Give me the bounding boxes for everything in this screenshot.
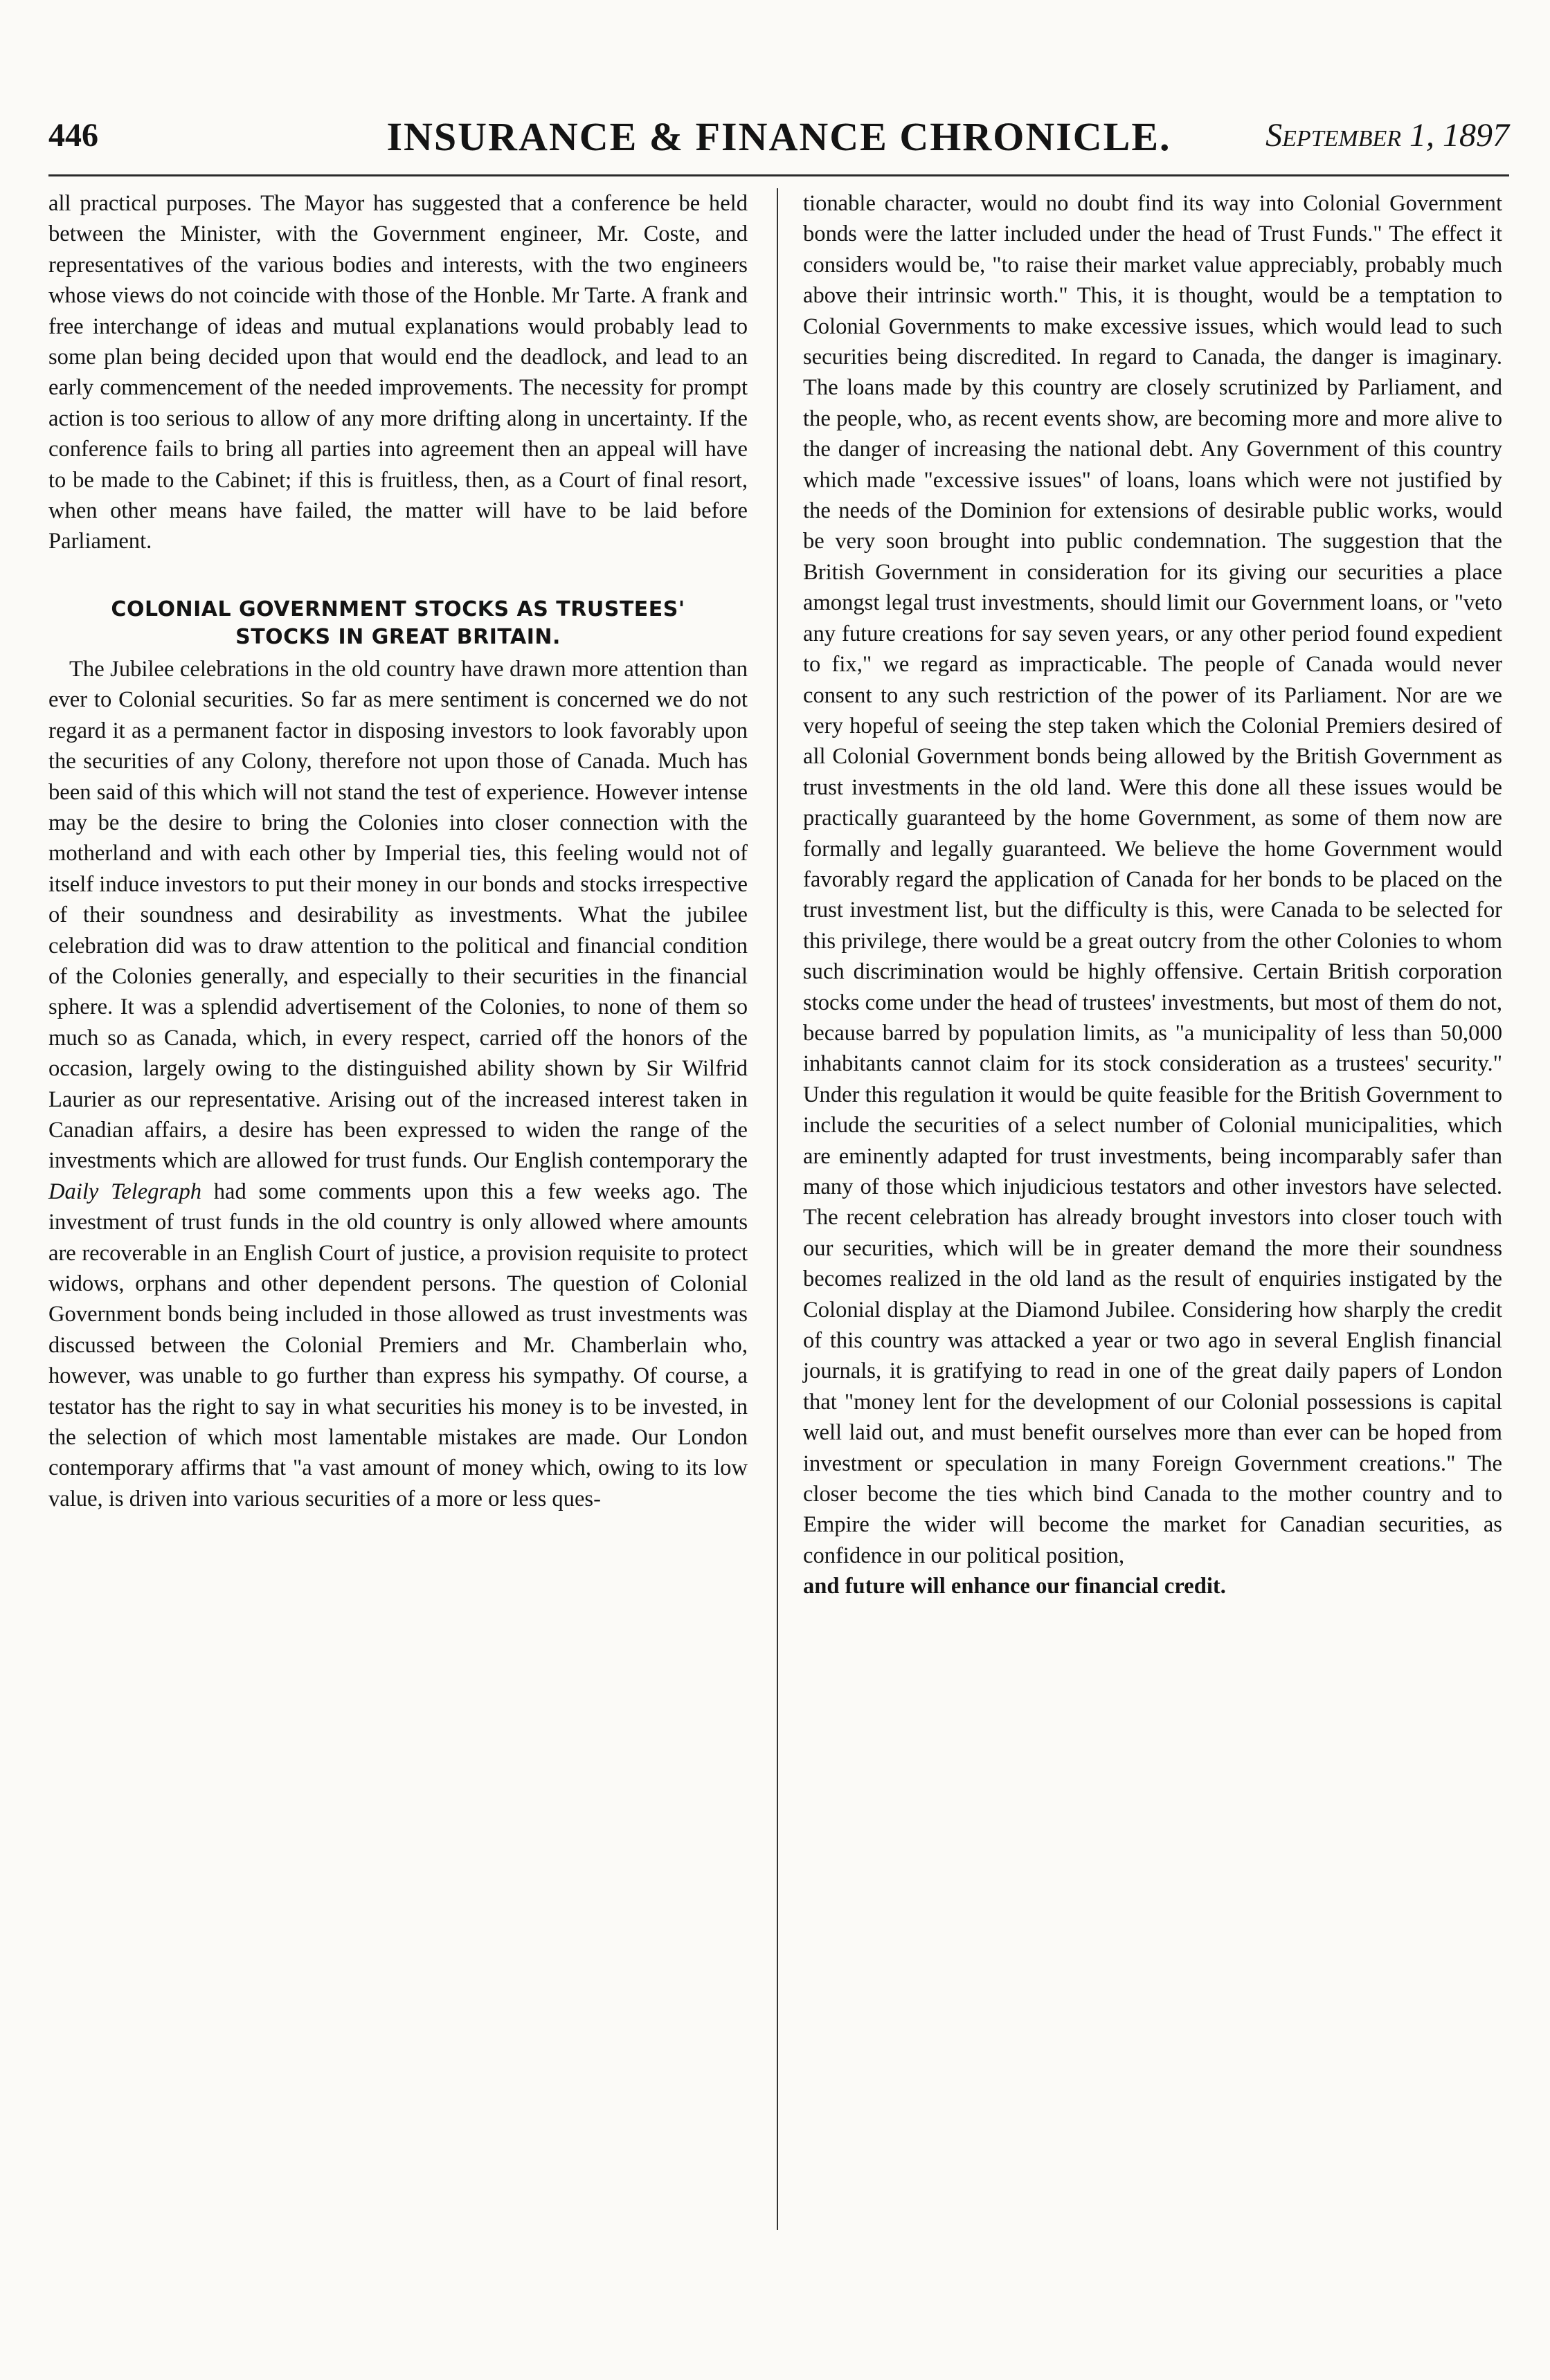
article-headline xyxy=(48,596,748,651)
header-rule xyxy=(48,174,1509,176)
newspaper-name: Daily Telegraph xyxy=(48,1179,202,1204)
right-column xyxy=(803,188,1502,1602)
masthead xyxy=(48,111,1509,166)
page-number: 446 xyxy=(48,117,98,154)
headline-line-1: COLONIAL GOVERNMENT STOCKS AS TRUSTEES' xyxy=(111,597,685,621)
article-continuation: tionable character, would no doubt find its way into Colonial Government bonds were the latter included under the head of Trust Funds." The effect it considers would be, "to raise their market value appreciably, probably much above their intrinsic worth." This, it is thought, would be a temptation to Colonial Governments to make excessive issues, which would lead to such securities being discredited. In regard to Canada, the danger is imaginary. The loans made by this country are closely scrutinized by Parliament, and the people, who, as recent events show, are becoming more and more alive to the danger of increasing the national debt. Any Government of this country which made "excessive issues" of loans, loans which were not justified by the needs of the Dominion for extensions of desirable public works, would be very soon brought into public condemnation. The suggestion that the British Government in consideration for its giving our securities a place amongst legal trust investments, should limit our Government loans, or "veto any future creations for say seven years, or any other period found expedient to fix," we regard as impracticable. The people of Canada would never consent to any such restriction of the power of its Parliament. Nor are we very hopeful of seeing the step taken which the Colonial Premiers desired of all Colonial Government bonds being allowed by the British Government as trust investments in the old land. Were this done all these issues would be practically guaranteed by the home Government, as some of them now are formally and legally guaranteed. We believe the home Government would favorably regard the application of Canada for her bonds to be placed on the trust investment list, but the difficulty is this, were Canada to be selected for this privilege, there would be a great outcry from the other Colonies to whom such discrimination would be highly offensive. Certain British corporation stocks come under the head of trustees' investments, but most of them do not, because barred by population limits, as "a municipality of less than 50,000 inhabitants cannot claim for its stock consideration as a trustees' security." Under this regulation it would be quite feasible for the British Government to include the securities of a select number of Colonial municipalities, which are eminently adapted for trust investments, being incomparably safer than many of those which injudicious testators and other investors have selected. The recent celebration has already brought investors into closer touch with our securities, which will be in greater demand the more their soundness becomes realized in the old land as the result of enquiries instigated by the Colonial display at the Diamond Jubilee. Considering how sharply the credit of this country was attacked a year or two ago in several English financial journals, it is gratifying to read in one of the great daily papers of London that "money lent for the development of our Colonial possessions is capital well laid out, and must benefit ourselves more than ever can be hoped from investment or speculation in many Foreign Government creations." The closer become the ties which bind Canada to the mother country and to Empire the wider will become the market for Canadian securities, as confidence in our political position, xyxy=(803,191,1502,1568)
article-body-part-2: had some comments upon this a few weeks ago. The investment of trust funds in the old country is only allowed where amounts are recoverable in an English Court of justice, a provision requisite to protect widows, orphans and other dependent persons. The question of Colonial Government bonds being included in those allowed as trust investments was discussed between the Colonial Premiers and Mr. Chamberlain who, however, was unable to go further than express his sympathy. Of course, a testator has the right to say in what securities his money is to be invested, in the selection of which most lamentable mistakes are made. Our London contemporary affirms that "a vast amount of money which, owing to its low value, is driven into various securities of a more or less ques- xyxy=(48,1179,748,1511)
column-rule xyxy=(777,188,778,2230)
left-column xyxy=(48,188,748,1514)
article-body xyxy=(48,654,748,1514)
intro-paragraph: all practical purposes. The Mayor has suggested that a conference be held between the Minister, with the Government engineer, Mr. Coste, and representatives of the various bodies and interests, with the two engineers whose views do not coincide with those of the Honble. Mr Tarte. A frank and free interchange of ideas and mutual explanations would probably lead to some plan being decided upon that would end the deadlock, and lead to an early commencement of the needed improvements. The necessity for prompt action is too serious to allow of any more drifting along in uncertainty. If the conference fails to bring all parties into agreement then an appeal will have to be made to the Cabinet; if this is fruitless, then, as a Court of final resort, when other means have failed, the matter will have to be laid before Parliament. xyxy=(48,191,748,554)
article-closing-line: and future will enhance our financial credit. xyxy=(803,1574,1226,1599)
headline-line-2: STOCKS IN GREAT BRITAIN. xyxy=(235,624,561,649)
article-body-part-1: The Jubilee celebrations in the old country have drawn more attention than ever to Colonial securities. So far as mere sentiment is concerned we do not regard it as a permanent factor in disposing investors to look favorably upon the securities of any Colony, therefore not upon those of Canada. Much has been said of this which will not stand the test of experience. However intense may be the desire to bring the Colonies into closer connection with the motherland and with each other by Imperial ties, this feeling would not of itself induce investors to put their money in our bonds and stocks irrespective of their soundness and desirability as investments. What the jubilee celebration did was to draw attention to the political and financial condition of the Colonies generally, and especially to their securities in the financial sphere. It was a splendid advertisement of the Colonies, to none of them so much so as Canada, which, in every respect, carried off the honors of the occasion, largely owing to the distinguished ability shown by Sir Wilfrid Laurier as our representative. Arising out of the increased interest taken in Canadian affairs, a desire has been expressed to widen the range of the investments which are allowed for trust funds. Our English contemporary the xyxy=(48,656,748,1174)
publication-title: INSURANCE & FINANCE CHRONICLE. xyxy=(386,114,1171,159)
issue-date: September 1, 1897 xyxy=(1265,117,1509,154)
